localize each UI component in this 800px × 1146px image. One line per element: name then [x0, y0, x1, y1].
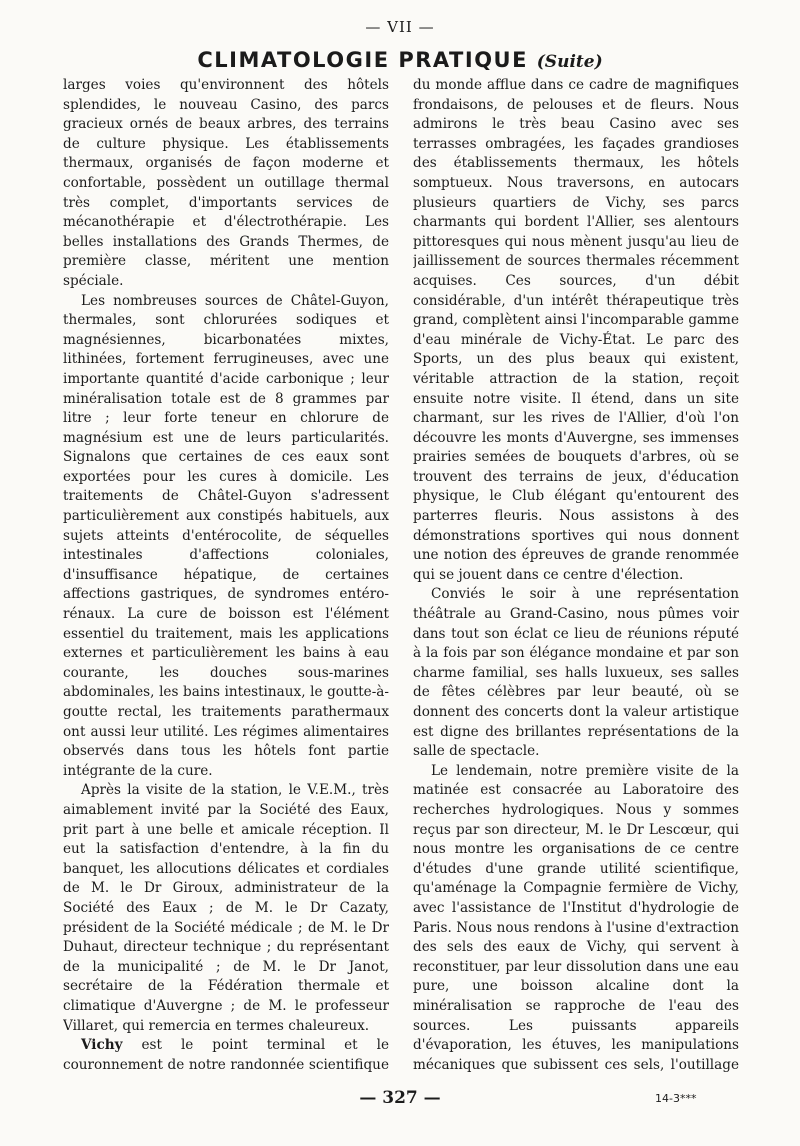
page-roman-numeral: — VII —: [365, 18, 435, 36]
printer-mark: 14-3***: [655, 1092, 697, 1105]
paragraph: Les nombreuses sources de Châtel-Guyon, thermales, sont chlorurées sodiques et magnésiennes, bicarbonatées mixtes, lithinées, fortement ferrugineuses, avec une importante quantité d'acide carbonique ; leur minéralisation totale est de 8 grammes par litre ; leur forte teneur en chlorure de magnésium est une de leurs particularités. Signalons que certaines de ces eaux sont exportées pour les cures à domicile. Les traitements de Châtel-Guyon s'adressent particulièrement aux constipés habituels, aux sujets atteints d'entérocolite, de séquelles intestinales d'affections coloniales, d'insuffisance hépatique, de certaines affections gastriques, de syndromes entéro-rénaux. La cure de boisson est l'élément essentiel du traitement, mais les applications externes et particulièrement les bains à eau courante, les douches sous-marines abdominales, les bains intestinaux, le goutte-à-goutte rectal, les traitements parathermaux ont aussi leur utilité. Les régimes alimentaires observés dans tous les hôtels font partie intégrante de la cure.: [63, 292, 389, 779]
title-text: CLIMATOLOGIE PRATIQUE: [197, 48, 528, 72]
paragraph-vichy: [63, 1036, 389, 1076]
page-number: — 327 —: [359, 1088, 441, 1108]
right-column: [413, 76, 739, 1076]
paragraph: Le lendemain, notre première visite de la matinée est consacrée au Laboratoire des recherches hydrologiques. Nous y sommes reçus par son directeur, M. le Dr Lescœur, qui nous montre les organisations de ce centre d'études d'une grande utilité scientifique, qu'aménage la Compagnie fermière de Vichy, avec l'assistance de l'Institut d'hydrologie de Paris. Nous nous rendons à l'usine d'extraction des sels des eaux de Vichy, qui servent à reconstituer, par leur dissolution dans une eau pure, une boisson alcaline dont la minéralisation se rapproche de l'eau des sources. Les puissants appareils d'évaporation, les étuves, les manipulations mécaniques que subissent ces sels, l'outillage: [413, 762, 739, 1073]
paragraph: larges voies qu'environnent des hôtels splendides, le nouveau Casino, des parcs gracieux ornés de beaux arbres, des terrains de culture physique. Les établissements thermaux, organisés de façon moderne et confortable, possèdent un outillage thermal très complet, d'importants services de mécanothérapie et d'électrothérapie. Les belles installations des Grands Thermes, de première classe, méritent une mention spéciale.: [63, 77, 389, 289]
paragraph: du monde afflue dans ce cadre de magnifiques frondaisons, de pelouses et de fleurs. Nous admirons le très beau Casino avec ses terrasses ombragées, les façades grandioses des établissements thermaux, les hôtels somptueux. Nous traversons, en autocars plusieurs quartiers de Vichy, ses parcs charmants qui bordent l'Allier, ses alentours pittoresques qui nous mènent jusqu'au lieu de jaillissement de sources thermales récemment acquises. Ces sources, d'un débit considérable, d'un intérêt thérapeutique très grand, complètent ainsi l'incomparable gamme d'eau minérale de Vichy-État. Le parc des Sports, un des plus beaux qui existent, véritable attraction de la station, reçoit ensuite notre visite. Il étend, dans un site charmant, sur les rives de l'Allier, d'où l'on découvre les monts d'Auvergne, ses immenses prairies semées de bouquets d'arbres, où se trouvent des terrains de jeux, d'éducation physique, le Club élégant qu'entourent des parterres fleuris. Nous assistons à des démonstrations sportives qui nous donnent une notion des épreuves de grande renommée qui se jouent dans ce centre d'élection.: [413, 77, 739, 583]
paragraph: Après la visite de la station, le V.E.M., très aimablement invité par la Société des Eaux, prit part à une belle et amicale réception. Il eut la satisfaction d'entendre, à la fin du banquet, les allocutions délicates et cordiales de M. le Dr Giroux, administrateur de la Société des Eaux ; de M. le Dr Cazaty, président de la Société médicale ; de M. le Dr Duhaut, directeur technique ; du représentant de la municipalité ; de M. le Dr Janot, secrétaire de la Fédération thermale et climatique d'Auvergne ; de M. le professeur Villaret, qui remercia en termes chaleureux.: [63, 782, 389, 1034]
page-title: [0, 48, 800, 72]
title-suffix: (Suite): [536, 52, 603, 72]
vichy-paragraph-text: est le point terminal et le couronnement de notre randonnée scientifique: [63, 1037, 389, 1073]
left-column: [63, 76, 389, 1076]
vichy-lead-word: Vichy: [81, 1037, 123, 1054]
article-body: [63, 76, 739, 1076]
paragraph: Conviés le soir à une représentation théâtrale au Grand-Casino, nous pûmes voir dans tout son éclat ce lieu de réunions réputé à la fois par son élégance mondaine et par son charme familial, ses halls luxueux, ses salles de fêtes célèbres par leur beauté, où se donnent des concerts dont la valeur artistique est digne des brillantes représentations de la salle de spectacle.: [413, 586, 739, 760]
